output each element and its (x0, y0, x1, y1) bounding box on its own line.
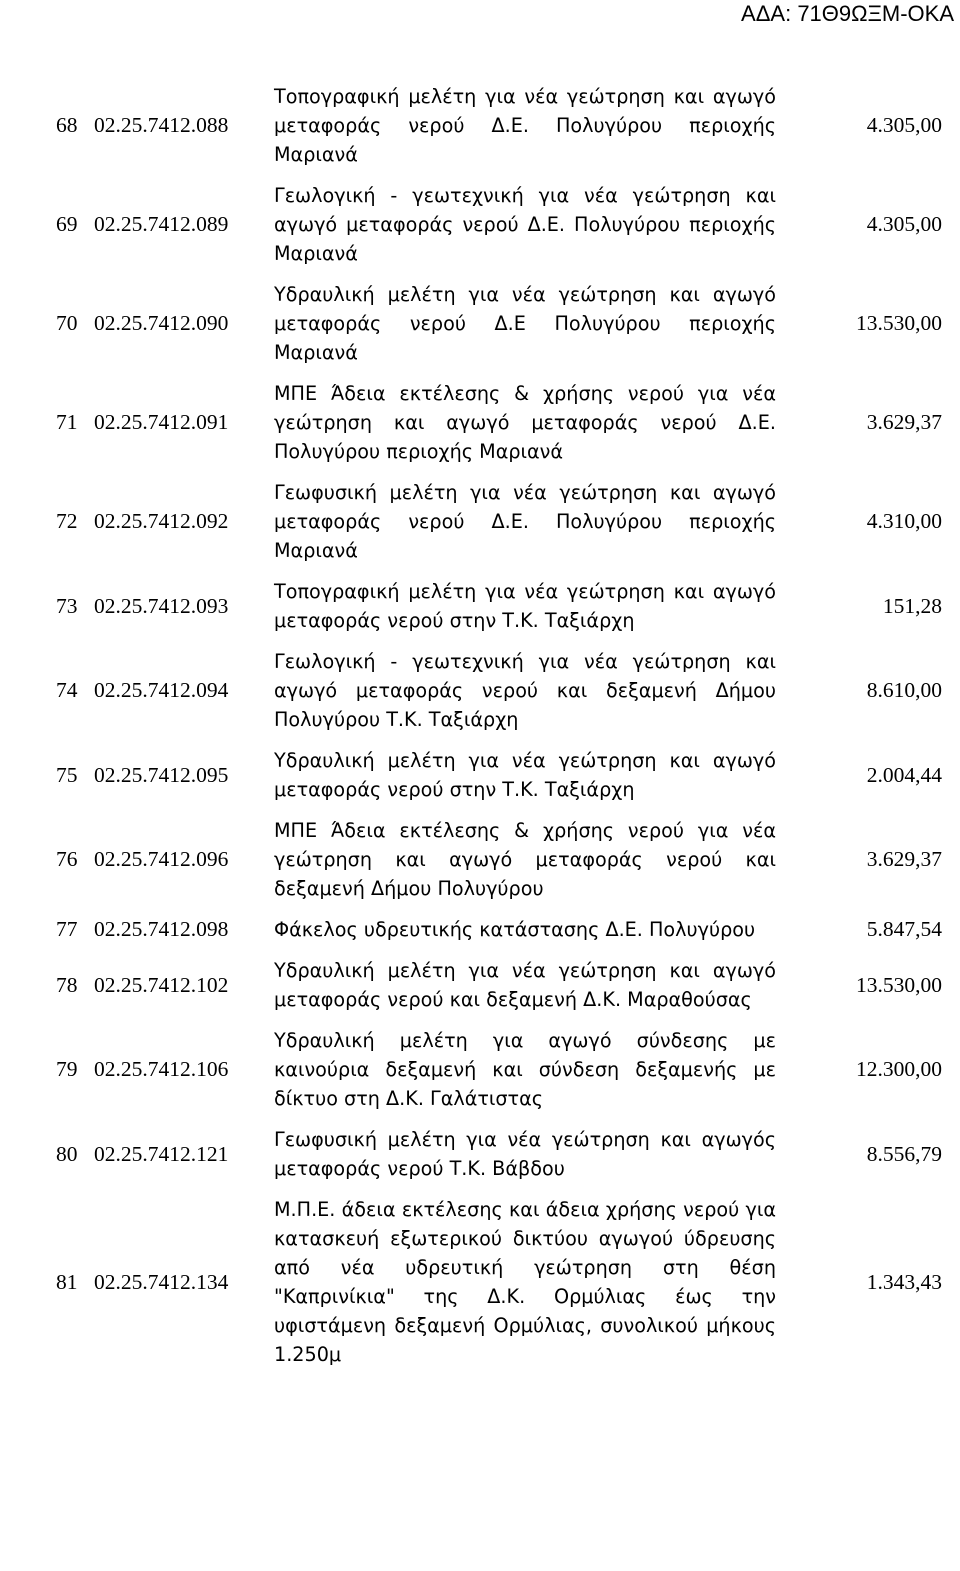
row-description: Μ.Π.Ε. άδεια εκτέλεσης και άδεια χρήσης νερού για κατασκευή εξωτερικού δικτύου αγωγού ύδρευσης από νέα υδρευτική γεώτρηση στη θέση "Καπρινίκια" της Δ.Κ. Ορμύλιας έως την υφιστάμενη δεξαμενή Ορμύλιας, συνολικού μήκους 1.250μ (274, 1198, 776, 1366)
row-number: 68 (56, 113, 78, 137)
budget-table (50, 76, 946, 1375)
row-amount: 8.556,79 (866, 1141, 942, 1166)
row-amount: 13.530,00 (856, 972, 942, 997)
table-row (50, 641, 946, 740)
table-row (50, 1020, 946, 1119)
row-number: 77 (56, 917, 78, 941)
table-row (50, 1119, 946, 1189)
row-code: 02.25.7412.102 (94, 972, 229, 997)
row-description: Τοπογραφική μελέτη για νέα γεώτρηση και αγωγό μεταφοράς νερού στην Τ.Κ. Ταξιάρχη (274, 580, 776, 632)
row-code: 02.25.7412.106 (94, 1057, 229, 1081)
row-number: 80 (56, 1141, 78, 1166)
row-code: 02.25.7412.088 (94, 113, 229, 137)
row-number: 78 (56, 972, 78, 997)
table-row (50, 175, 946, 274)
row-number: 76 (56, 847, 78, 871)
budget-table-body (50, 76, 946, 1375)
row-code: 02.25.7412.134 (94, 1269, 229, 1294)
row-description: ΜΠΕ Άδεια εκτέλεσης & χρήσης νερού για νέα γεώτρηση και αγωγό μεταφοράς νερού και δεξαμενή Δήμου Πολυγύρου (274, 819, 776, 900)
row-amount: 4.310,00 (866, 509, 942, 533)
row-number: 79 (56, 1057, 78, 1081)
table-row (50, 472, 946, 571)
row-number: 73 (56, 593, 78, 618)
row-code: 02.25.7412.095 (94, 762, 229, 787)
row-amount: 151,28 (882, 593, 942, 618)
row-code: 02.25.7412.091 (94, 410, 229, 434)
row-description: Φάκελος υδρευτικής κατάστασης Δ.Ε. Πολυγύρου (274, 918, 756, 941)
table-row (50, 810, 946, 909)
row-description: Υδραυλική μελέτη για αγωγό σύνδεσης με καινούρια δεξαμενή και σύνδεση δεξαμενής με δίκτυο στη Δ.Κ. Γαλάτιστας (274, 1029, 776, 1110)
row-amount: 1.343,43 (866, 1269, 942, 1294)
row-code: 02.25.7412.098 (94, 917, 229, 941)
table-row (50, 1189, 946, 1375)
row-description: Γεωφυσική μελέτη για νέα γεώτρηση και αγωγό μεταφοράς νερού Δ.Ε. Πολυγύρου περιοχής Μαριανά (274, 481, 776, 562)
ada-header: ΑΔΑ: 71Θ9ΩΞΜ-ΟΚΑ (741, 1, 954, 26)
row-code: 02.25.7412.089 (94, 212, 229, 236)
row-description: Γεωλογική - γεωτεχνική για νέα γεώτρηση και αγωγό μεταφοράς νερού και δεξαμενή Δήμου Πολυγύρου Τ.Κ. Ταξιάρχη (274, 650, 776, 731)
row-description: Γεωλογική - γεωτεχνική για νέα γεώτρηση και αγωγό μεταφοράς νερού Δ.Ε. Πολυγύρου περιοχής Μαριανά (274, 184, 776, 265)
row-number: 71 (56, 410, 78, 434)
row-description: Υδραυλική μελέτη για νέα γεώτρηση και αγωγό μεταφοράς νερού Δ.Ε Πολυγύρου περιοχής Μαριανά (274, 283, 776, 364)
row-code: 02.25.7412.093 (94, 593, 229, 618)
row-number: 69 (56, 212, 78, 236)
row-code: 02.25.7412.090 (94, 311, 229, 335)
row-amount: 5.847,54 (866, 917, 942, 941)
row-amount: 3.629,37 (866, 847, 942, 871)
row-amount: 3.629,37 (866, 410, 942, 434)
row-description: ΜΠΕ Άδεια εκτέλεσης & χρήσης νερού για νέα γεώτρηση και αγωγό μεταφοράς νερού Δ.Ε. Πολυγύρου περιοχής Μαριανά (274, 382, 776, 463)
row-number: 75 (56, 762, 78, 787)
row-description: Υδραυλική μελέτη για νέα γεώτρηση και αγωγό μεταφοράς νερού στην Τ.Κ. Ταξιάρχη (274, 749, 776, 801)
table-row (50, 740, 946, 810)
row-amount: 2.004,44 (866, 762, 942, 787)
row-number: 70 (56, 311, 78, 335)
row-description: Τοπογραφική μελέτη για νέα γεώτρηση και αγωγό μεταφοράς νερού Δ.Ε. Πολυγύρου περιοχής Μαριανά (274, 85, 776, 166)
row-code: 02.25.7412.092 (94, 509, 229, 533)
row-amount: 4.305,00 (866, 113, 942, 137)
row-code: 02.25.7412.096 (94, 847, 229, 871)
row-code: 02.25.7412.121 (94, 1141, 229, 1166)
table-row (50, 571, 946, 641)
table-row (50, 274, 946, 373)
row-amount: 13.530,00 (856, 311, 942, 335)
row-number: 72 (56, 509, 78, 533)
row-amount: 8.610,00 (866, 678, 942, 702)
table-row (50, 909, 946, 950)
row-number: 81 (56, 1269, 78, 1294)
row-description: Γεωφυσική μελέτη για νέα γεώτρηση και αγωγός μεταφοράς νερού Τ.Κ. Βάβδου (274, 1128, 776, 1180)
row-code: 02.25.7412.094 (94, 678, 229, 702)
row-number: 74 (56, 678, 78, 702)
table-row (50, 950, 946, 1020)
table-row (50, 373, 946, 472)
row-amount: 12.300,00 (856, 1057, 942, 1081)
row-description: Υδραυλική μελέτη για νέα γεώτρηση και αγωγό μεταφοράς νερού και δεξαμενή Δ.Κ. Μαραθούσας (274, 959, 776, 1011)
table-row (50, 76, 946, 175)
row-amount: 4.305,00 (866, 212, 942, 236)
